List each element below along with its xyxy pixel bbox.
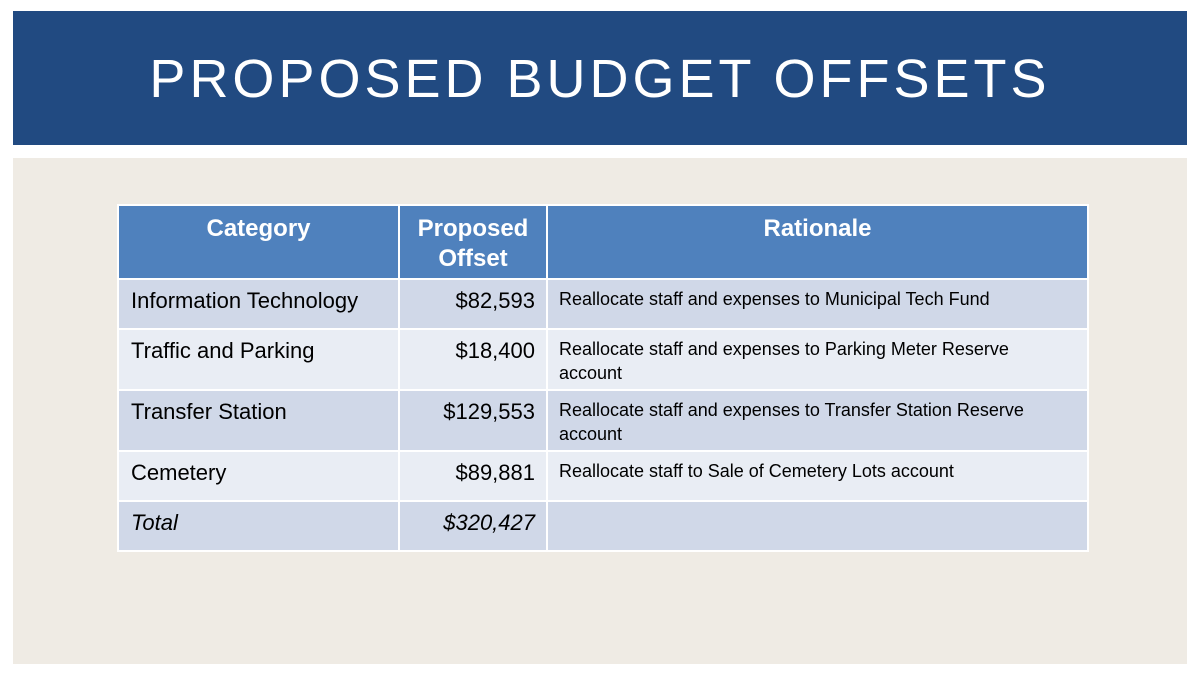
rationale-cell: Reallocate staff and expenses to Parking Meter Reserve account bbox=[547, 329, 1088, 390]
header-offset-line2: Offset bbox=[438, 245, 508, 272]
budget-offsets-table bbox=[117, 204, 1089, 552]
category-cell: Transfer Station bbox=[118, 390, 399, 451]
header-offset-line1: Proposed bbox=[417, 215, 529, 242]
rationale-cell: Reallocate staff and expenses to Transfer Station Reserve account bbox=[547, 390, 1088, 451]
offset-cell: $129,553 bbox=[399, 390, 547, 451]
header-rationale-label: Rationale bbox=[763, 215, 872, 242]
offset-cell: $89,881 bbox=[399, 451, 547, 501]
total-label-cell: Total bbox=[118, 501, 399, 551]
offset-cell: $18,400 bbox=[399, 329, 547, 390]
table-row bbox=[118, 451, 1088, 501]
rationale-cell: Reallocate staff to Sale of Cemetery Lots account bbox=[547, 451, 1088, 501]
header-category bbox=[118, 205, 399, 279]
title-bar bbox=[13, 11, 1187, 145]
table-row bbox=[118, 279, 1088, 329]
category-cell: Cemetery bbox=[118, 451, 399, 501]
header-category-label: Category bbox=[206, 215, 311, 242]
total-offset-cell: $320,427 bbox=[399, 501, 547, 551]
offset-cell: $82,593 bbox=[399, 279, 547, 329]
table-header-row bbox=[118, 205, 1088, 279]
table-row bbox=[118, 390, 1088, 451]
header-proposed-offset bbox=[399, 205, 547, 279]
rationale-cell: Reallocate staff and expenses to Municipal Tech Fund bbox=[547, 279, 1088, 329]
slide-title: PROPOSED BUDGET OFFSETS bbox=[149, 49, 1051, 109]
category-cell: Information Technology bbox=[118, 279, 399, 329]
total-rationale-cell bbox=[547, 501, 1088, 551]
table-row bbox=[118, 329, 1088, 390]
header-rationale bbox=[547, 205, 1088, 279]
category-cell: Traffic and Parking bbox=[118, 329, 399, 390]
total-row bbox=[118, 501, 1088, 551]
